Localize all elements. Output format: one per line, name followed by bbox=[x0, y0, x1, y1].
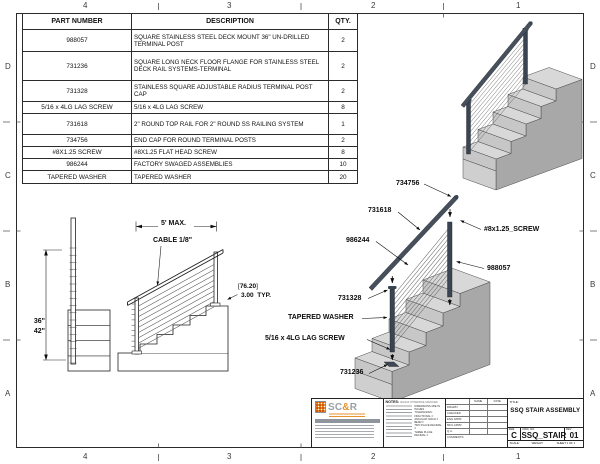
name-column-header: NAME bbox=[470, 399, 489, 404]
title-label: TITLE: bbox=[509, 400, 519, 404]
part-number-cell: 734756 bbox=[23, 135, 132, 147]
logo-building-icon bbox=[315, 401, 326, 413]
description-cell: #8X1.25 FLAT HEAD SCREW bbox=[132, 147, 329, 159]
callout-floor-flange: 731236 bbox=[340, 369, 364, 376]
table-row bbox=[23, 159, 358, 171]
description-cell: SQUARE STAINLESS STEEL DECK MOUNT 36" UN-DRILLED TERMINAL POST bbox=[132, 30, 329, 52]
assembly-isometric-view bbox=[461, 21, 582, 190]
zone-col-label: 3 bbox=[227, 452, 232, 461]
approval-row-label: DRAWN bbox=[446, 405, 469, 410]
dimension-spacing-in: 3.00 TYP. bbox=[241, 292, 271, 299]
tolerance-block bbox=[414, 405, 443, 437]
qty-cell: 10 bbox=[329, 159, 358, 171]
part-number-cell: 731618 bbox=[23, 114, 132, 135]
date-column-header: DATE bbox=[493, 399, 501, 403]
dimension-spacing-mm: [ 76.20 ] bbox=[238, 283, 258, 290]
table-row bbox=[23, 30, 358, 52]
col-header-part-number: PART NUMBER bbox=[23, 14, 132, 30]
callout-screw: #8x1.25_SCREW bbox=[484, 226, 540, 233]
part-number-cell: 731328 bbox=[23, 81, 132, 102]
table-row bbox=[23, 171, 358, 184]
zone-row-label: D bbox=[5, 62, 11, 71]
tolerance-line: TWO PLACE DECIMAL ± bbox=[414, 424, 442, 431]
parts-table-header-row bbox=[23, 14, 358, 30]
zone-row-label: B bbox=[5, 280, 11, 289]
zone-col-label: 4 bbox=[83, 452, 88, 461]
zone-col-label: 3 bbox=[227, 1, 232, 10]
tolerance-line: TOLERANCES: bbox=[414, 411, 433, 415]
title-footer bbox=[508, 440, 583, 447]
logo-tagline-bar bbox=[315, 419, 380, 423]
qty-cell: 8 bbox=[329, 147, 358, 159]
qty-cell: 8 bbox=[329, 102, 358, 114]
weight-label: WEIGHT: bbox=[531, 441, 544, 445]
dimension-height-36: 36" bbox=[33, 318, 45, 325]
zone-row-label: C bbox=[5, 171, 11, 180]
approval-row-label: MFG APPR. bbox=[446, 423, 469, 428]
callout-end-cap: 734756 bbox=[396, 180, 420, 187]
part-number-cell: 5/16 x 4LG LAG SCREW bbox=[23, 102, 132, 114]
zone-row-label: B bbox=[590, 280, 596, 289]
exploded-isometric-view bbox=[355, 195, 490, 402]
table-row bbox=[23, 52, 358, 81]
qty-cell: 2 bbox=[329, 81, 358, 102]
description-cell: SQUARE LONG NECK FLOOR FLANGE FOR STAINLESS STEEL DECK RAIL SYSTEMS-TERMINAL bbox=[132, 52, 329, 81]
zone-row-label: A bbox=[590, 389, 596, 398]
description-cell: FACTORY SWAGED ASSEMBLIES bbox=[132, 159, 329, 171]
part-number-cell: 731236 bbox=[23, 52, 132, 81]
approval-row-label: CHECKED bbox=[446, 411, 469, 416]
callout-post-cap: 731328 bbox=[338, 295, 362, 302]
table-row bbox=[23, 114, 358, 135]
company-logo-cell bbox=[312, 399, 384, 447]
approval-row-label: Q.A. bbox=[446, 429, 469, 434]
description-cell: 2" ROUND TOP RAIL FOR 2" ROUND SS RAILING SYSTEM bbox=[132, 114, 329, 135]
notes-fine-print bbox=[386, 405, 413, 437]
zone-row-label: C bbox=[590, 171, 596, 180]
notes-label: NOTES: bbox=[385, 400, 400, 404]
revision: 01 bbox=[569, 431, 579, 440]
description-cell: TAPERED WASHER bbox=[132, 171, 329, 184]
approval-row-label: ENG APPR. bbox=[446, 417, 469, 422]
dimension-height-42: 42" bbox=[33, 328, 45, 335]
col-header-qty: QTY. bbox=[329, 14, 358, 30]
part-number-cell: 988057 bbox=[23, 30, 132, 52]
callout-tapered-washer: TAPERED WASHER bbox=[288, 314, 354, 321]
logo-tagline bbox=[329, 413, 365, 417]
qty-cell: 2 bbox=[329, 52, 358, 81]
scale-label: SCALE: bbox=[509, 441, 520, 445]
dwg-no-cell: DWG. NO. SSQ_STAIR bbox=[521, 428, 567, 440]
part-number-cell: #8X1.25 SCREW bbox=[23, 147, 132, 159]
approval-row-label: COMMENTS: bbox=[447, 435, 465, 439]
notes-cell bbox=[384, 399, 447, 447]
col-header-description: DESCRIPTION bbox=[132, 14, 329, 30]
rev-cell: REV 01 bbox=[565, 428, 583, 441]
approvals-grid bbox=[446, 399, 508, 447]
dimension-max-span: 5' MAX. bbox=[161, 220, 187, 227]
zone-row-label: A bbox=[5, 389, 11, 398]
qty-cell: 1 bbox=[329, 114, 358, 135]
qty-cell: 2 bbox=[329, 135, 358, 147]
part-number-cell: TAPERED WASHER bbox=[23, 171, 132, 184]
zone-col-label: 1 bbox=[516, 452, 521, 461]
tolerance-line: THREE PLACE DECIMAL ± bbox=[414, 430, 433, 437]
table-row bbox=[23, 135, 358, 147]
proprietary-fine-print bbox=[315, 424, 374, 438]
size-cell: SIZE C bbox=[508, 428, 522, 441]
zone-col-label: 1 bbox=[516, 1, 521, 10]
title-block bbox=[311, 398, 584, 448]
title-cell bbox=[508, 399, 583, 447]
tolerance-line: ANGULAR: MACH ± BEND ± bbox=[414, 417, 439, 425]
sheet-count: SHEET 1 OF 1 bbox=[556, 441, 576, 445]
tolerance-line: DIMENSIONS ARE IN INCHES bbox=[414, 405, 440, 412]
callout-top-rail: 731618 bbox=[368, 207, 392, 214]
description-cell: 5/16 x 4LG LAG SCREW bbox=[132, 102, 329, 114]
dimension-cable-size: CABLE 1/8" bbox=[153, 237, 193, 244]
table-row bbox=[23, 147, 358, 159]
qty-cell: 2 bbox=[329, 30, 358, 52]
sheet-size: C bbox=[511, 431, 517, 440]
drawing-number: SSQ_STAIR bbox=[521, 431, 567, 440]
zone-row-label: D bbox=[590, 62, 596, 71]
company-logo-text: SC&R bbox=[328, 401, 358, 413]
front-view-drawing bbox=[43, 218, 110, 371]
notes-subtext: UNLESS OTHERWISE SPECIFIED bbox=[399, 401, 438, 404]
callout-post: 988057 bbox=[487, 265, 511, 272]
description-cell: STAINLESS SQUARE ADJUSTABLE RADIUS TERMINAL POST CAP bbox=[132, 81, 329, 102]
table-row bbox=[23, 102, 358, 114]
callout-swaged-assembly: 986244 bbox=[346, 237, 370, 244]
zone-col-label: 2 bbox=[371, 1, 376, 10]
tolerance-line: FRACTIONAL ± bbox=[414, 414, 433, 418]
description-cell: END CAP FOR ROUND TERMINAL POSTS bbox=[132, 135, 329, 147]
callout-lag-screw: 5/16 x 4LG LAG SCREW bbox=[265, 335, 345, 342]
zone-col-label: 4 bbox=[83, 1, 88, 10]
qty-cell: 20 bbox=[329, 171, 358, 184]
table-row bbox=[23, 81, 358, 102]
part-number-cell: 986244 bbox=[23, 159, 132, 171]
zone-col-label: 2 bbox=[371, 452, 376, 461]
parts-table bbox=[22, 13, 358, 184]
drawing-title: SSQ STAIR ASSEMBLY bbox=[510, 407, 581, 414]
